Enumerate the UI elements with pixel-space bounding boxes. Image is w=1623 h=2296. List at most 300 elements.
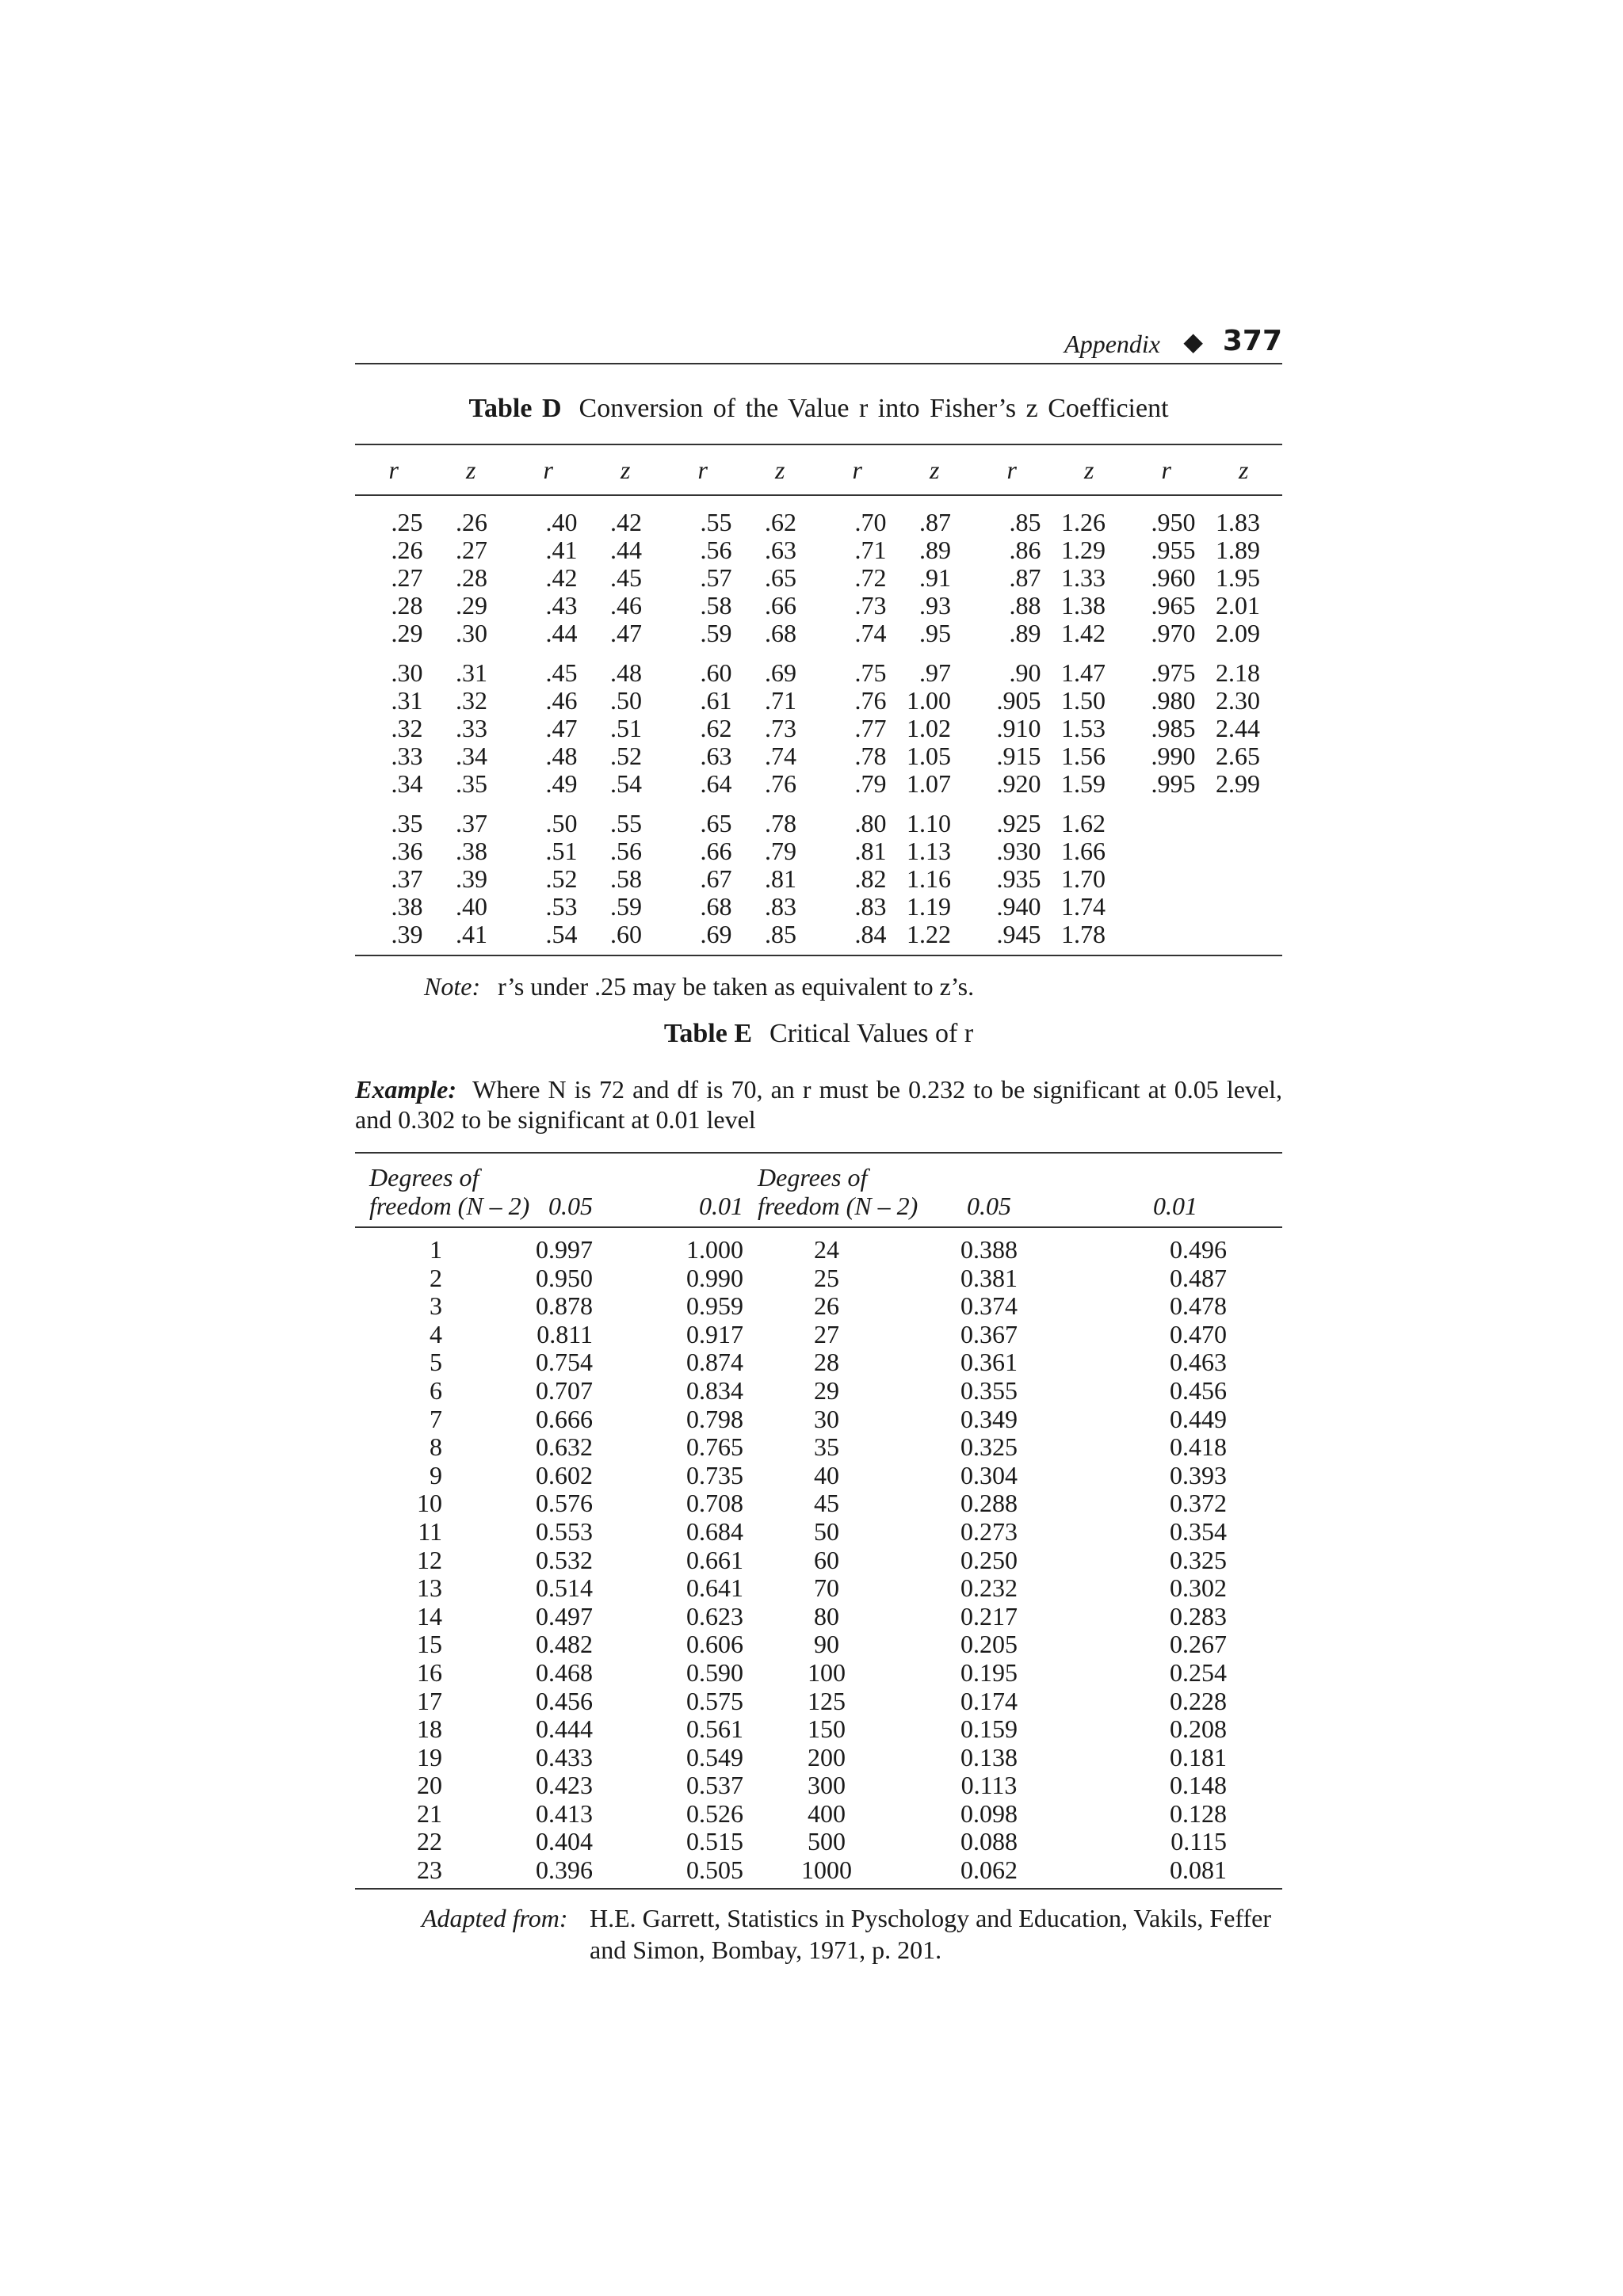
table-d-cell: .76 <box>854 686 887 715</box>
table-e-row <box>355 1856 1282 1889</box>
table-e-caption: Critical Values of r <box>769 1019 974 1048</box>
table-d-cell: .39 <box>456 864 487 893</box>
table-e-cell: 0.575 <box>686 1686 743 1715</box>
table-e-cell: 0.181 <box>1170 1742 1227 1772</box>
table-d-cell: .59 <box>700 619 732 647</box>
table-d-cell: .33 <box>391 742 423 770</box>
table-d-cell: .69 <box>664 921 742 955</box>
table-d-cell: .91 <box>919 563 951 592</box>
table-d-cell: .70 <box>854 508 887 536</box>
table-e-row <box>355 1744 1282 1772</box>
table-d-cell: 1.89 <box>1216 536 1260 564</box>
table-d-cell: .63 <box>765 536 796 564</box>
table-e-cell: 6 <box>430 1375 442 1405</box>
table-d-row <box>355 865 1282 893</box>
table-e-cell: 0.456 <box>536 1686 593 1715</box>
table-d-col-header: z <box>433 444 510 495</box>
table-e-cell: 19 <box>417 1742 442 1772</box>
table-e-cell: 0.549 <box>686 1742 743 1772</box>
note-label: Note: <box>424 972 481 1001</box>
table-d-cell: .55 <box>610 809 642 837</box>
df-header-left-line2: freedom (N – 2) <box>369 1192 530 1220</box>
table-e-cell: 0.355 <box>960 1375 1018 1405</box>
table-d-cell: .31 <box>391 686 423 715</box>
table-d-cell: 1.56 <box>1061 742 1106 770</box>
table-e-cell: 10 <box>417 1489 442 1518</box>
table-e-cell: 0.367 <box>960 1319 1018 1348</box>
table-d-cell: .26 <box>391 536 423 564</box>
table-d-row <box>355 798 1282 837</box>
table-d-row <box>355 620 1282 647</box>
table-d-row <box>355 770 1282 798</box>
table-e-cell: 0.128 <box>1170 1798 1227 1828</box>
table-e-cell: 30 <box>814 1404 839 1433</box>
table-d-cell: .72 <box>854 563 887 592</box>
table-e-cell: 0.708 <box>686 1489 743 1518</box>
table-d-cell: .79 <box>765 837 796 865</box>
table-d-cell: .58 <box>610 864 642 893</box>
table-e-cell: 0.478 <box>1170 1291 1227 1321</box>
table-d-row <box>355 715 1282 742</box>
table-e-cell: 0.393 <box>1170 1460 1227 1489</box>
table-d-col-header: r <box>664 444 742 495</box>
table-d-cell: .32 <box>456 686 487 715</box>
table-d-header-row <box>355 444 1282 495</box>
table-d-cell: .85 <box>1009 508 1041 536</box>
example-text: Where N is 72 and df is 70, an r must be 0.232 to be significant at 0.05 level, and 0.302 to be significant at 0.01 level <box>355 1075 1283 1134</box>
table-e-cell: 35 <box>814 1432 839 1462</box>
table-e-cell: 0.602 <box>536 1460 593 1489</box>
table-e-row <box>355 1828 1282 1856</box>
p05-header-left: 0.05 <box>490 1153 593 1227</box>
table-d-cell: .995 <box>1151 769 1196 798</box>
table-d-cell <box>1128 865 1205 893</box>
table-d-cell: .930 <box>996 837 1041 865</box>
table-d-cell: .73 <box>854 591 887 620</box>
table-d-cell: .40 <box>456 892 487 921</box>
table-d-cell: .29 <box>391 619 423 647</box>
table-e-cell: 0.302 <box>1170 1573 1227 1603</box>
table-e-cell: 0.526 <box>686 1798 743 1828</box>
running-header <box>355 325 1282 364</box>
table-d-cell: .56 <box>610 837 642 865</box>
table-e-cell: 0.487 <box>1170 1263 1227 1292</box>
table-d-cell: .29 <box>456 591 487 620</box>
table-d-cell: .46 <box>610 591 642 620</box>
table-e-cell: 20 <box>417 1771 442 1800</box>
table-e-row <box>355 1292 1282 1321</box>
table-e-cell: 12 <box>417 1545 442 1574</box>
table-e-body <box>355 1227 1282 1889</box>
book-page <box>355 325 1282 1966</box>
table-d-cell: .965 <box>1151 591 1196 620</box>
table-e-cell: 0.217 <box>960 1601 1018 1630</box>
table-d-cell: .48 <box>545 742 578 770</box>
table-d-cell: .33 <box>456 714 487 742</box>
table-e-cell: 7 <box>430 1404 442 1433</box>
table-e-cell: 1 <box>430 1235 442 1264</box>
table-e-cell: 21 <box>417 1798 442 1828</box>
df-header-left-line1: Degrees of <box>369 1163 479 1192</box>
table-d-cell: .55 <box>700 508 732 536</box>
table-e-cell: 0.396 <box>490 1856 593 1889</box>
table-d-cell: .63 <box>700 742 732 770</box>
table-e-cell: 0.606 <box>686 1630 743 1659</box>
table-d-cell: .60 <box>587 921 665 955</box>
table-e-cell: 100 <box>808 1657 846 1687</box>
table-e-row <box>355 1800 1282 1829</box>
table-e-cell: 0.798 <box>686 1404 743 1433</box>
table-d-col-header: z <box>587 444 665 495</box>
table-d-cell: 1.33 <box>1061 563 1106 592</box>
table-e-cell: 25 <box>814 1263 839 1292</box>
table-d-cell: 1.13 <box>907 837 951 865</box>
table-d-body <box>355 495 1282 955</box>
table-e-cell: 0.990 <box>686 1263 743 1292</box>
table-d-cell: .76 <box>765 769 796 798</box>
table-e-cell: 0.463 <box>1170 1348 1227 1377</box>
table-d-cell: .85 <box>742 921 819 955</box>
table-d-col-header: z <box>896 444 974 495</box>
table-d-cell: .65 <box>765 563 796 592</box>
table-e-cell: 0.159 <box>960 1714 1018 1744</box>
table-e-cell: 2 <box>430 1263 442 1292</box>
table-d-cell: .35 <box>391 809 423 837</box>
table-e-cell: 0.381 <box>960 1263 1018 1292</box>
table-d-cell: 1.95 <box>1216 563 1260 592</box>
table-e-cell: 26 <box>814 1291 839 1321</box>
table-d-col-header: r <box>510 444 587 495</box>
table-d-cell <box>1205 893 1283 921</box>
table-d-row <box>355 592 1282 620</box>
table-d-cell: .30 <box>456 619 487 647</box>
table-d-cell: 1.07 <box>907 769 951 798</box>
table-d-cell: .49 <box>545 769 578 798</box>
table-e-row <box>355 1715 1282 1744</box>
table-d-cell: .81 <box>765 864 796 893</box>
table-d-cell: .34 <box>456 742 487 770</box>
table-e-cell: 0.304 <box>960 1460 1018 1489</box>
table-d-cell: .915 <box>996 742 1041 770</box>
table-d-cell: .47 <box>610 619 642 647</box>
table-d-cell: .35 <box>456 769 487 798</box>
table-d-cell: 2.01 <box>1216 591 1260 620</box>
table-d-cell: 2.18 <box>1216 658 1260 687</box>
table-d-cell: 1.19 <box>907 892 951 921</box>
table-e-cell: 0.418 <box>1170 1432 1227 1462</box>
table-e-cell: 40 <box>814 1460 839 1489</box>
table-d-cell: .37 <box>456 809 487 837</box>
table-d-cell <box>1128 798 1205 837</box>
table-d-cell: .87 <box>919 508 951 536</box>
table-e-cell: 0.174 <box>960 1686 1018 1715</box>
table-d-cell: .95 <box>919 619 951 647</box>
table-d-row <box>355 893 1282 921</box>
table-d-cell: .74 <box>765 742 796 770</box>
table-e-cell: 0.354 <box>1170 1516 1227 1546</box>
table-e-cell: 0.195 <box>960 1657 1018 1687</box>
table-d-row <box>355 687 1282 715</box>
table-d-cell: .58 <box>700 591 732 620</box>
table-d-cell: 1.26 <box>1061 508 1106 536</box>
table-d-cell: .66 <box>700 837 732 865</box>
table-e-cell: 11 <box>418 1516 442 1546</box>
table-d-cell: .51 <box>610 714 642 742</box>
table-d-cell <box>1128 837 1205 865</box>
table-d-cell: .59 <box>610 892 642 921</box>
table-d-cell: .39 <box>355 921 433 955</box>
table-e-row <box>355 1348 1282 1377</box>
table-e-cell: 0.532 <box>536 1545 593 1574</box>
table-e-cell: 400 <box>808 1798 846 1828</box>
table-d-cell: .65 <box>700 809 732 837</box>
table-d-cell: .97 <box>919 658 951 687</box>
table-d-cell: 1.10 <box>907 809 951 837</box>
table-d-cell: .905 <box>996 686 1041 715</box>
table-e-label: Table E <box>663 1019 753 1048</box>
table-e-cell: 5 <box>430 1348 442 1377</box>
table-e-example <box>355 1074 1282 1135</box>
table-e-cell: 80 <box>814 1601 839 1630</box>
table-d-cell: .66 <box>765 591 796 620</box>
table-e-cell: 0.088 <box>960 1827 1018 1856</box>
table-d-cell: .925 <box>996 809 1041 837</box>
table-e-cell: 14 <box>417 1601 442 1630</box>
table-d-cell: .41 <box>545 536 578 564</box>
table-d-cell: .950 <box>1151 508 1196 536</box>
table-e-cell: 13 <box>417 1573 442 1603</box>
df-header-right-line1: Degrees of <box>758 1163 868 1192</box>
source-label: Adapted from: <box>422 1903 568 1932</box>
table-e-cell: 0.374 <box>960 1291 1018 1321</box>
table-e-cell: 24 <box>814 1235 839 1264</box>
table-d-cell: .79 <box>854 769 887 798</box>
table-d-cell: 2.99 <box>1216 769 1260 798</box>
table-d-cell: .985 <box>1151 714 1196 742</box>
table-d-cell: .955 <box>1151 536 1196 564</box>
table-d-cell: .25 <box>391 508 423 536</box>
table-d-cell: .36 <box>391 837 423 865</box>
table-d-col-header: r <box>819 444 896 495</box>
table-e-cell: 0.283 <box>1170 1601 1227 1630</box>
table-d-cell: .68 <box>765 619 796 647</box>
table-d-cell: .960 <box>1151 563 1196 592</box>
table-e-cell: 0.208 <box>1170 1714 1227 1744</box>
table-d-cell: .54 <box>610 769 642 798</box>
table-e-row <box>355 1688 1282 1716</box>
table-e-cell: 0.449 <box>1170 1404 1227 1433</box>
table-e-cell: 15 <box>417 1630 442 1659</box>
table-d-col-header: z <box>742 444 819 495</box>
table-d-cell: .80 <box>854 809 887 837</box>
table-d-cell: .82 <box>854 864 887 893</box>
note-text: r’s under .25 may be taken as equivalent to z’s. <box>498 972 975 1001</box>
table-e-cell: 8 <box>430 1432 442 1462</box>
table-e-row <box>355 1518 1282 1547</box>
table-d-cell: .26 <box>456 508 487 536</box>
table-e-cell: 0.349 <box>960 1404 1018 1433</box>
table-e-cell: 22 <box>417 1827 442 1856</box>
table-e-row <box>355 1433 1282 1462</box>
table-e-cell: 60 <box>814 1545 839 1574</box>
table-e-row <box>355 1405 1282 1434</box>
table-d-cell: .980 <box>1151 686 1196 715</box>
table-d-cell: .970 <box>1151 619 1196 647</box>
table-d-row <box>355 495 1282 536</box>
table-d-cell: .45 <box>610 563 642 592</box>
table-d-cell: .27 <box>456 536 487 564</box>
table-e-cell: 0.423 <box>536 1771 593 1800</box>
table-e-cell: 0.205 <box>960 1630 1018 1659</box>
table-e-cell: 0.404 <box>536 1827 593 1856</box>
table-e-cell: 0.254 <box>1170 1657 1227 1687</box>
table-d-cell: .78 <box>765 809 796 837</box>
table-d-cell <box>1205 798 1283 837</box>
table-d-cell: 1.50 <box>1061 686 1106 715</box>
table-d-cell: .935 <box>996 864 1041 893</box>
table-e-cell: 0.505 <box>593 1856 743 1889</box>
table-d-cell: .37 <box>391 864 423 893</box>
table-d <box>355 444 1282 956</box>
table-d-cell: 1.62 <box>1061 809 1106 837</box>
page-number: 377 <box>1222 325 1282 357</box>
table-d-row <box>355 564 1282 592</box>
table-e-cell: 0.632 <box>536 1432 593 1462</box>
table-d-cell: .69 <box>765 658 796 687</box>
table-e-cell: 0.623 <box>686 1601 743 1630</box>
df-header-left <box>355 1153 530 1227</box>
table-d-caption: Conversion of the Value r into Fisher’s z Coefficient <box>579 394 1169 423</box>
table-d-row <box>355 742 1282 770</box>
table-d-title <box>355 390 1282 428</box>
table-d-cell: .945 <box>973 921 1051 955</box>
table-e-row <box>355 1630 1282 1659</box>
table-d-cell: 2.09 <box>1216 619 1260 647</box>
table-d-cell: .89 <box>919 536 951 564</box>
table-e-cell: 18 <box>417 1714 442 1744</box>
table-d-cell: .43 <box>545 591 578 620</box>
table-e-cell: 0.325 <box>960 1432 1018 1462</box>
table-d-cell: .87 <box>1009 563 1041 592</box>
table-d-label: Table D <box>468 394 562 423</box>
table-d-cell: 1.83 <box>1216 508 1260 536</box>
table-e-cell: 125 <box>808 1686 846 1715</box>
table-e-cell: 0.113 <box>960 1771 1018 1800</box>
table-e-cell: 0.754 <box>536 1348 593 1377</box>
table-e-cell: 0.081 <box>1068 1856 1282 1889</box>
table-e-row <box>355 1321 1282 1349</box>
table-e-cell: 0.666 <box>536 1404 593 1433</box>
table-e-cell: 9 <box>430 1460 442 1489</box>
table-d-cell: .78 <box>854 742 887 770</box>
table-d-row <box>355 921 1282 955</box>
table-e-cell: 0.433 <box>536 1742 593 1772</box>
table-e-cell: 0.576 <box>536 1489 593 1518</box>
table-e-cell: 0.413 <box>536 1798 593 1828</box>
table-e-cell: 0.388 <box>960 1235 1018 1264</box>
table-e-cell: 0.959 <box>686 1291 743 1321</box>
table-e-row <box>355 1462 1282 1490</box>
table-d-cell: .88 <box>1009 591 1041 620</box>
table-d-cell <box>1205 837 1283 865</box>
table-d-col-header: r <box>973 444 1051 495</box>
table-d-cell: 1.00 <box>907 686 951 715</box>
table-d-cell: .67 <box>700 864 732 893</box>
table-d-cell: .93 <box>919 591 951 620</box>
table-e-cell: 4 <box>430 1319 442 1348</box>
table-d-cell: .56 <box>700 536 732 564</box>
table-e-cell: 200 <box>808 1742 846 1772</box>
table-d-row <box>355 837 1282 865</box>
table-e-cell: 0.273 <box>960 1516 1018 1546</box>
table-e-cell: 300 <box>808 1771 846 1800</box>
table-d-cell: 2.30 <box>1216 686 1260 715</box>
table-e-cell: 0.514 <box>536 1573 593 1603</box>
table-e-cell: 1.000 <box>686 1235 743 1264</box>
table-e-cell: 0.537 <box>686 1771 743 1800</box>
table-e-row <box>355 1264 1282 1293</box>
table-e-cell: 0.497 <box>536 1601 593 1630</box>
table-d-cell: .90 <box>1009 658 1041 687</box>
table-d-cell: 1.78 <box>1051 921 1128 955</box>
table-e-cell: 150 <box>808 1714 846 1744</box>
table-e-cell: 0.561 <box>686 1714 743 1744</box>
table-d-cell: .54 <box>510 921 587 955</box>
table-d-cell <box>1205 865 1283 893</box>
table-e-row <box>355 1574 1282 1603</box>
table-d-cell: .41 <box>433 921 510 955</box>
table-e-cell: 0.062 <box>910 1856 1068 1889</box>
table-e-cell: 90 <box>814 1630 839 1659</box>
table-d-cell: .44 <box>610 536 642 564</box>
table-d-cell: .975 <box>1151 658 1196 687</box>
table-d-cell: .84 <box>819 921 896 955</box>
table-e-cell: 0.372 <box>1170 1489 1227 1518</box>
table-e-cell: 0.456 <box>1170 1375 1227 1405</box>
table-d-col-header: z <box>1205 444 1283 495</box>
table-e-cell: 0.138 <box>960 1742 1018 1772</box>
table-d-cell: .53 <box>545 892 578 921</box>
table-e-cell: 70 <box>814 1573 839 1603</box>
table-e-cell: 0.878 <box>536 1291 593 1321</box>
table-d-cell: .86 <box>1009 536 1041 564</box>
table-e-cell: 0.148 <box>1170 1771 1227 1800</box>
table-e-cell: 45 <box>814 1489 839 1518</box>
table-d-row <box>355 647 1282 687</box>
table-e-cell: 0.098 <box>960 1798 1018 1828</box>
table-e-cell: 0.834 <box>686 1375 743 1405</box>
table-d-cell <box>1128 893 1205 921</box>
table-e-cell: 16 <box>417 1657 442 1687</box>
table-e-title <box>355 1014 1282 1054</box>
df-header-right <box>743 1153 918 1227</box>
table-d-col-header: r <box>355 444 433 495</box>
table-d-cell: 1.29 <box>1061 536 1106 564</box>
table-e-row <box>355 1547 1282 1575</box>
table-d-cell: .32 <box>391 714 423 742</box>
table-e-cell: 0.470 <box>1170 1319 1227 1348</box>
table-d-cell: .920 <box>996 769 1041 798</box>
table-d-cell: .990 <box>1151 742 1196 770</box>
table-e-cell: 0.641 <box>686 1573 743 1603</box>
table-d-cell: .83 <box>854 892 887 921</box>
table-e-cell: 0.950 <box>536 1263 593 1292</box>
table-e <box>355 1152 1282 1890</box>
table-e-row <box>355 1603 1282 1631</box>
table-d-cell: 1.53 <box>1061 714 1106 742</box>
table-d-cell: .940 <box>996 892 1041 921</box>
table-e-row <box>355 1227 1282 1264</box>
